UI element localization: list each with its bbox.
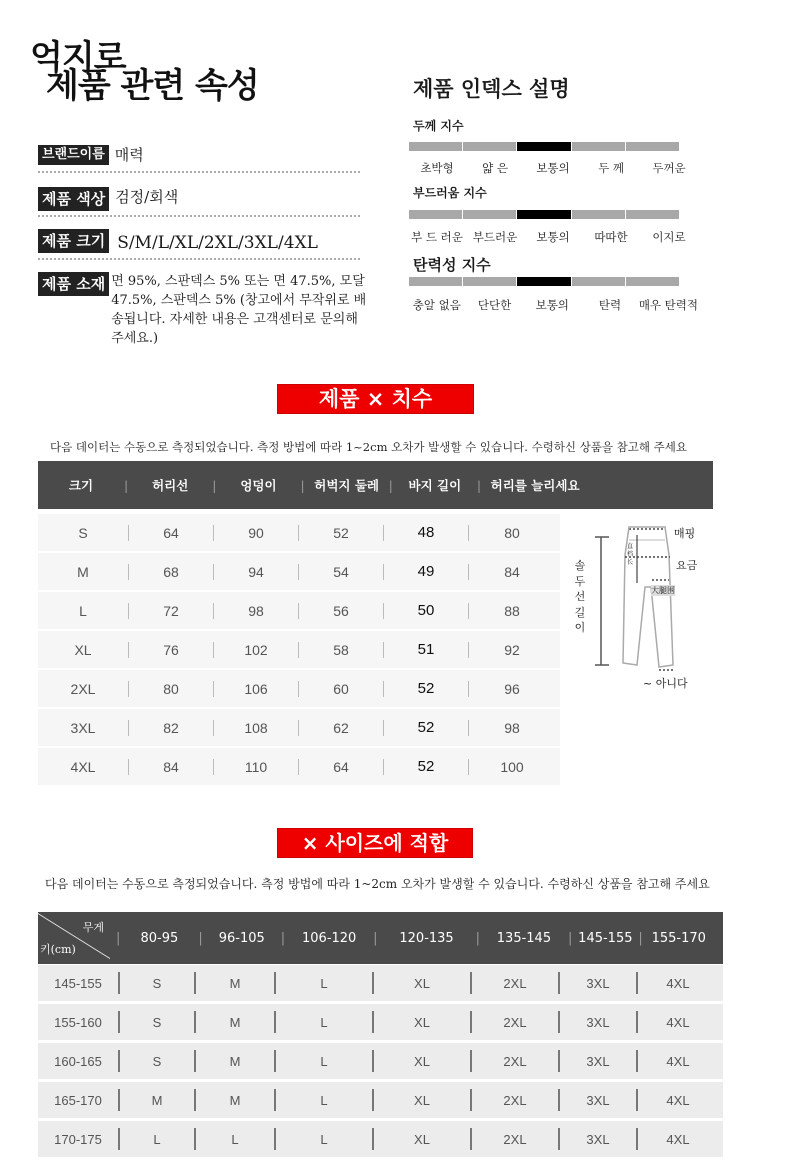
- index-segment: [572, 277, 625, 286]
- index-option: 부 드 러운: [411, 230, 463, 244]
- cell-hip: 94: [248, 563, 264, 580]
- separator: |: [116, 930, 121, 946]
- length-label: 솔 두 선 길 이: [574, 559, 586, 634]
- index-segment: [626, 277, 679, 286]
- cell-size: L: [320, 1014, 328, 1030]
- attribute-value: 면 95%, 스판덱스 5% 또는 면 47.5%, 모달 47.5%, 스판덱스 5% (창고에서 무작위로 배송됩니다. 자세한 내용은 고객센터로 문의해 주세요.): [111, 274, 367, 346]
- thigh-label: 大腿围: [651, 586, 675, 595]
- cell-size: 3XL: [586, 1131, 610, 1147]
- index-segment: [409, 210, 462, 219]
- hem-label: ~ 아니다: [643, 677, 688, 690]
- index-option: 탄력: [598, 298, 622, 312]
- attribute-label: 브랜드이름: [38, 145, 109, 165]
- cell-size: M: [229, 975, 241, 991]
- cell-hip: 110: [244, 758, 268, 775]
- size-section-note: 다음 데이터는 수동으로 측정되었습니다. 측정 방법에 따라 1~2cm 오차가 발생할 수 있습니다. 수령하신 상품을 참고해 주세요: [50, 440, 687, 454]
- table-row: [38, 709, 560, 746]
- cell-hip: 102: [244, 641, 268, 658]
- index-option: 부드러운: [472, 230, 518, 244]
- index-panel-title: 제품 인덱스 설명: [413, 76, 570, 101]
- divider: [38, 215, 360, 217]
- cell-size: S: [78, 524, 88, 541]
- index-segment: [409, 142, 462, 151]
- cell-waist: 68: [163, 563, 179, 580]
- attribute-value: S/M/L/XL/2XL/3XL/4XL: [117, 233, 318, 253]
- column-header: 80-95: [140, 930, 179, 946]
- cell-size: XL: [414, 1053, 430, 1069]
- separator: |: [212, 477, 217, 493]
- index-option: 두 께: [598, 161, 624, 175]
- divider: [38, 171, 360, 173]
- separator: |: [476, 477, 482, 493]
- cell-size: 2XL: [503, 1053, 527, 1069]
- cell-length: 50: [417, 602, 435, 619]
- cell-size: L: [153, 1131, 161, 1147]
- cell-size: L: [231, 1131, 239, 1147]
- index-segment: [572, 210, 625, 219]
- cell-stretch: 96: [504, 680, 520, 697]
- attribute-brand: [38, 145, 144, 165]
- separator: |: [300, 477, 305, 493]
- cell-size: 3XL: [70, 719, 96, 736]
- index-segment: [463, 142, 516, 151]
- cell-size: L: [320, 1053, 328, 1069]
- cell-size: 2XL: [503, 1092, 527, 1108]
- cell-size: 4XL: [666, 1131, 690, 1147]
- height-axis-label: 키(cm): [40, 943, 76, 956]
- cell-waist: 84: [163, 758, 179, 775]
- attribute-value: 매력: [114, 146, 144, 164]
- column-header: 106-120: [302, 930, 357, 946]
- index-bar-thickness: [409, 142, 679, 151]
- cell-size: L: [320, 1131, 328, 1147]
- index-segment: [409, 277, 462, 286]
- attribute-material: [38, 272, 371, 348]
- column-header: 엉덩이: [240, 478, 277, 493]
- index-option: 단단한: [477, 298, 512, 312]
- separator: |: [124, 477, 129, 493]
- cell-size: 3XL: [586, 1053, 610, 1069]
- column-header: 155-170: [651, 930, 706, 946]
- table-row: [38, 553, 560, 590]
- index-segment-selected: [517, 210, 570, 219]
- table-row: [38, 748, 560, 785]
- index-label-softness: 부드러움 지수: [413, 186, 487, 200]
- cell-stretch: 84: [504, 563, 520, 580]
- cell-size: 4XL: [666, 1092, 690, 1108]
- cell-height: 145-155: [54, 975, 102, 991]
- cell-size: 2XL: [503, 1014, 527, 1030]
- index-bar-softness: [409, 210, 679, 219]
- cell-stretch: 80: [504, 524, 520, 541]
- separator: |: [388, 477, 393, 493]
- index-segment: [626, 210, 679, 219]
- table-row: [38, 965, 723, 1001]
- separator: |: [373, 930, 378, 946]
- column-header: 96-105: [218, 930, 265, 946]
- table-row: [38, 1121, 723, 1157]
- table-row: [38, 592, 560, 629]
- cell-length: 48: [417, 524, 435, 541]
- cell-size: M: [151, 1092, 163, 1108]
- cell-thigh: 62: [333, 719, 349, 736]
- cell-hip: 98: [248, 602, 264, 619]
- column-header: 허벅지 둘레: [314, 478, 380, 493]
- cell-height: 165-170: [54, 1092, 102, 1108]
- cell-thigh: 52: [333, 524, 349, 541]
- attribute-label: 제품 크기: [38, 229, 109, 253]
- index-options-elasticity: [408, 297, 698, 313]
- cell-thigh: 54: [333, 563, 349, 580]
- cell-length: 51: [417, 641, 435, 658]
- cell-size: M: [77, 563, 89, 580]
- column-header: 135-145: [496, 930, 552, 946]
- cell-height: 155-160: [54, 1014, 102, 1030]
- cell-size: XL: [74, 641, 92, 658]
- fit-section-banner: × 사이즈에 적합: [277, 828, 473, 858]
- cell-stretch: 98: [504, 719, 520, 736]
- table-row: [38, 1043, 723, 1079]
- size-table-body: [38, 514, 560, 787]
- fit-table-body: [38, 965, 723, 1160]
- index-segment-selected: [517, 142, 570, 151]
- attribute-value: 검정/회색: [115, 188, 179, 206]
- size-section-banner: 제품 × 치수: [277, 384, 474, 414]
- cell-size: 2XL: [70, 680, 96, 697]
- column-header: 허리선: [152, 478, 189, 493]
- index-options-softness: [408, 229, 698, 245]
- attribute-label: 제품 소재: [38, 272, 109, 296]
- page-title: 제품 관련 속성: [46, 66, 259, 106]
- cell-size: 3XL: [586, 975, 610, 991]
- cell-size: S: [152, 1014, 162, 1030]
- divider: [38, 258, 360, 260]
- cell-waist: 64: [163, 524, 179, 541]
- index-label-thickness: 두께 지수: [413, 119, 464, 133]
- cell-size: L: [79, 602, 87, 619]
- cell-thigh: 58: [333, 641, 349, 658]
- cell-size: 4XL: [666, 975, 690, 991]
- table-row: [38, 631, 560, 668]
- index-segment-selected: [517, 277, 570, 286]
- index-option: 보통의: [536, 230, 570, 244]
- cell-size: XL: [414, 1014, 430, 1030]
- cell-height: 170-175: [54, 1131, 102, 1147]
- column-header: 120-135: [399, 930, 454, 946]
- corner-cell: [38, 913, 110, 963]
- weight-axis-label: 무게: [82, 921, 104, 934]
- cell-stretch: 92: [504, 641, 520, 658]
- cell-waist: 72: [163, 602, 179, 619]
- cell-hip: 90: [248, 524, 264, 541]
- attribute-label: 제품 색상: [38, 187, 109, 211]
- index-option: 따따한: [594, 230, 628, 244]
- cell-thigh: 64: [333, 758, 349, 775]
- index-option: 보통의: [536, 161, 570, 175]
- index-option: 충알 없음: [412, 298, 461, 312]
- cell-size: 2XL: [503, 975, 527, 991]
- cell-size: M: [229, 1053, 241, 1069]
- index-options-thickness: [408, 160, 698, 176]
- cell-size: 4XL: [666, 1014, 690, 1030]
- index-option: 초박형: [420, 161, 454, 175]
- cell-size: 2XL: [503, 1131, 527, 1147]
- column-header: 바지 길이: [408, 478, 462, 493]
- cell-size: S: [152, 975, 162, 991]
- cell-size: 4XL: [666, 1053, 690, 1069]
- waist-label: 매핑: [674, 527, 696, 540]
- cell-thigh: 56: [333, 602, 349, 619]
- column-header: 145-155: [578, 930, 633, 946]
- index-segment: [463, 277, 516, 286]
- separator: |: [567, 930, 573, 946]
- cell-height: 160-165: [54, 1053, 102, 1069]
- cell-stretch: 100: [500, 758, 524, 775]
- cell-size: XL: [414, 1092, 430, 1108]
- index-segment: [626, 142, 679, 151]
- separator: |: [280, 930, 286, 946]
- cell-size: 4XL: [70, 758, 96, 775]
- cell-waist: 76: [163, 641, 179, 658]
- size-table-header: [38, 461, 713, 509]
- index-option: 얇 은: [482, 161, 508, 175]
- cell-length: 52: [417, 758, 435, 775]
- table-row: [38, 1004, 723, 1040]
- cell-thigh: 60: [333, 680, 349, 697]
- index-option: 매우 탄력적: [638, 298, 699, 312]
- cell-hip: 106: [244, 680, 268, 697]
- cell-stretch: 88: [504, 602, 520, 619]
- cell-size: M: [229, 1014, 241, 1030]
- cell-size: L: [320, 1092, 328, 1108]
- cell-hip: 108: [244, 719, 268, 736]
- column-header: 크기: [68, 478, 94, 493]
- index-option: 이지로: [652, 230, 686, 244]
- cell-length: 52: [417, 719, 435, 736]
- separator: |: [638, 930, 643, 946]
- table-row: [38, 670, 560, 707]
- hip-label: 요금: [676, 559, 698, 572]
- cell-size: M: [229, 1092, 241, 1108]
- cell-size: 3XL: [586, 1092, 610, 1108]
- table-row: [38, 1082, 723, 1118]
- cell-length: 52: [417, 680, 435, 697]
- separator: |: [475, 930, 480, 946]
- separator: |: [198, 930, 203, 946]
- rise-label: 直档长: [627, 543, 634, 566]
- cell-waist: 80: [163, 680, 179, 697]
- column-header: 허리를 늘리세요: [490, 478, 580, 493]
- cell-length: 49: [417, 563, 435, 580]
- index-segment: [463, 210, 516, 219]
- fit-table-header: [38, 912, 723, 964]
- pants-icon: [565, 515, 725, 695]
- index-segment: [572, 142, 625, 151]
- cell-waist: 82: [163, 719, 179, 736]
- attribute-size: [38, 229, 318, 253]
- fit-section-note: 다음 데이터는 수동으로 측정되었습니다. 측정 방법에 따라 1~2cm 오차가 발생할 수 있습니다. 수령하신 상품을 참고해 주세요: [45, 877, 710, 891]
- index-label-elasticity: 탄력성 지수: [413, 256, 491, 274]
- cell-size: XL: [414, 1131, 430, 1147]
- attribute-color: [38, 187, 178, 211]
- index-option: 보통의: [535, 298, 569, 312]
- table-row: [38, 514, 560, 551]
- pants-measurement-diagram: [565, 515, 725, 695]
- brand-title: 억지로: [30, 38, 126, 78]
- index-bar-elasticity: [409, 277, 679, 286]
- cell-size: L: [320, 975, 328, 991]
- index-option: 두꺼운: [652, 161, 686, 175]
- cell-size: XL: [414, 975, 430, 991]
- cell-size: S: [152, 1053, 162, 1069]
- cell-size: 3XL: [586, 1014, 610, 1030]
